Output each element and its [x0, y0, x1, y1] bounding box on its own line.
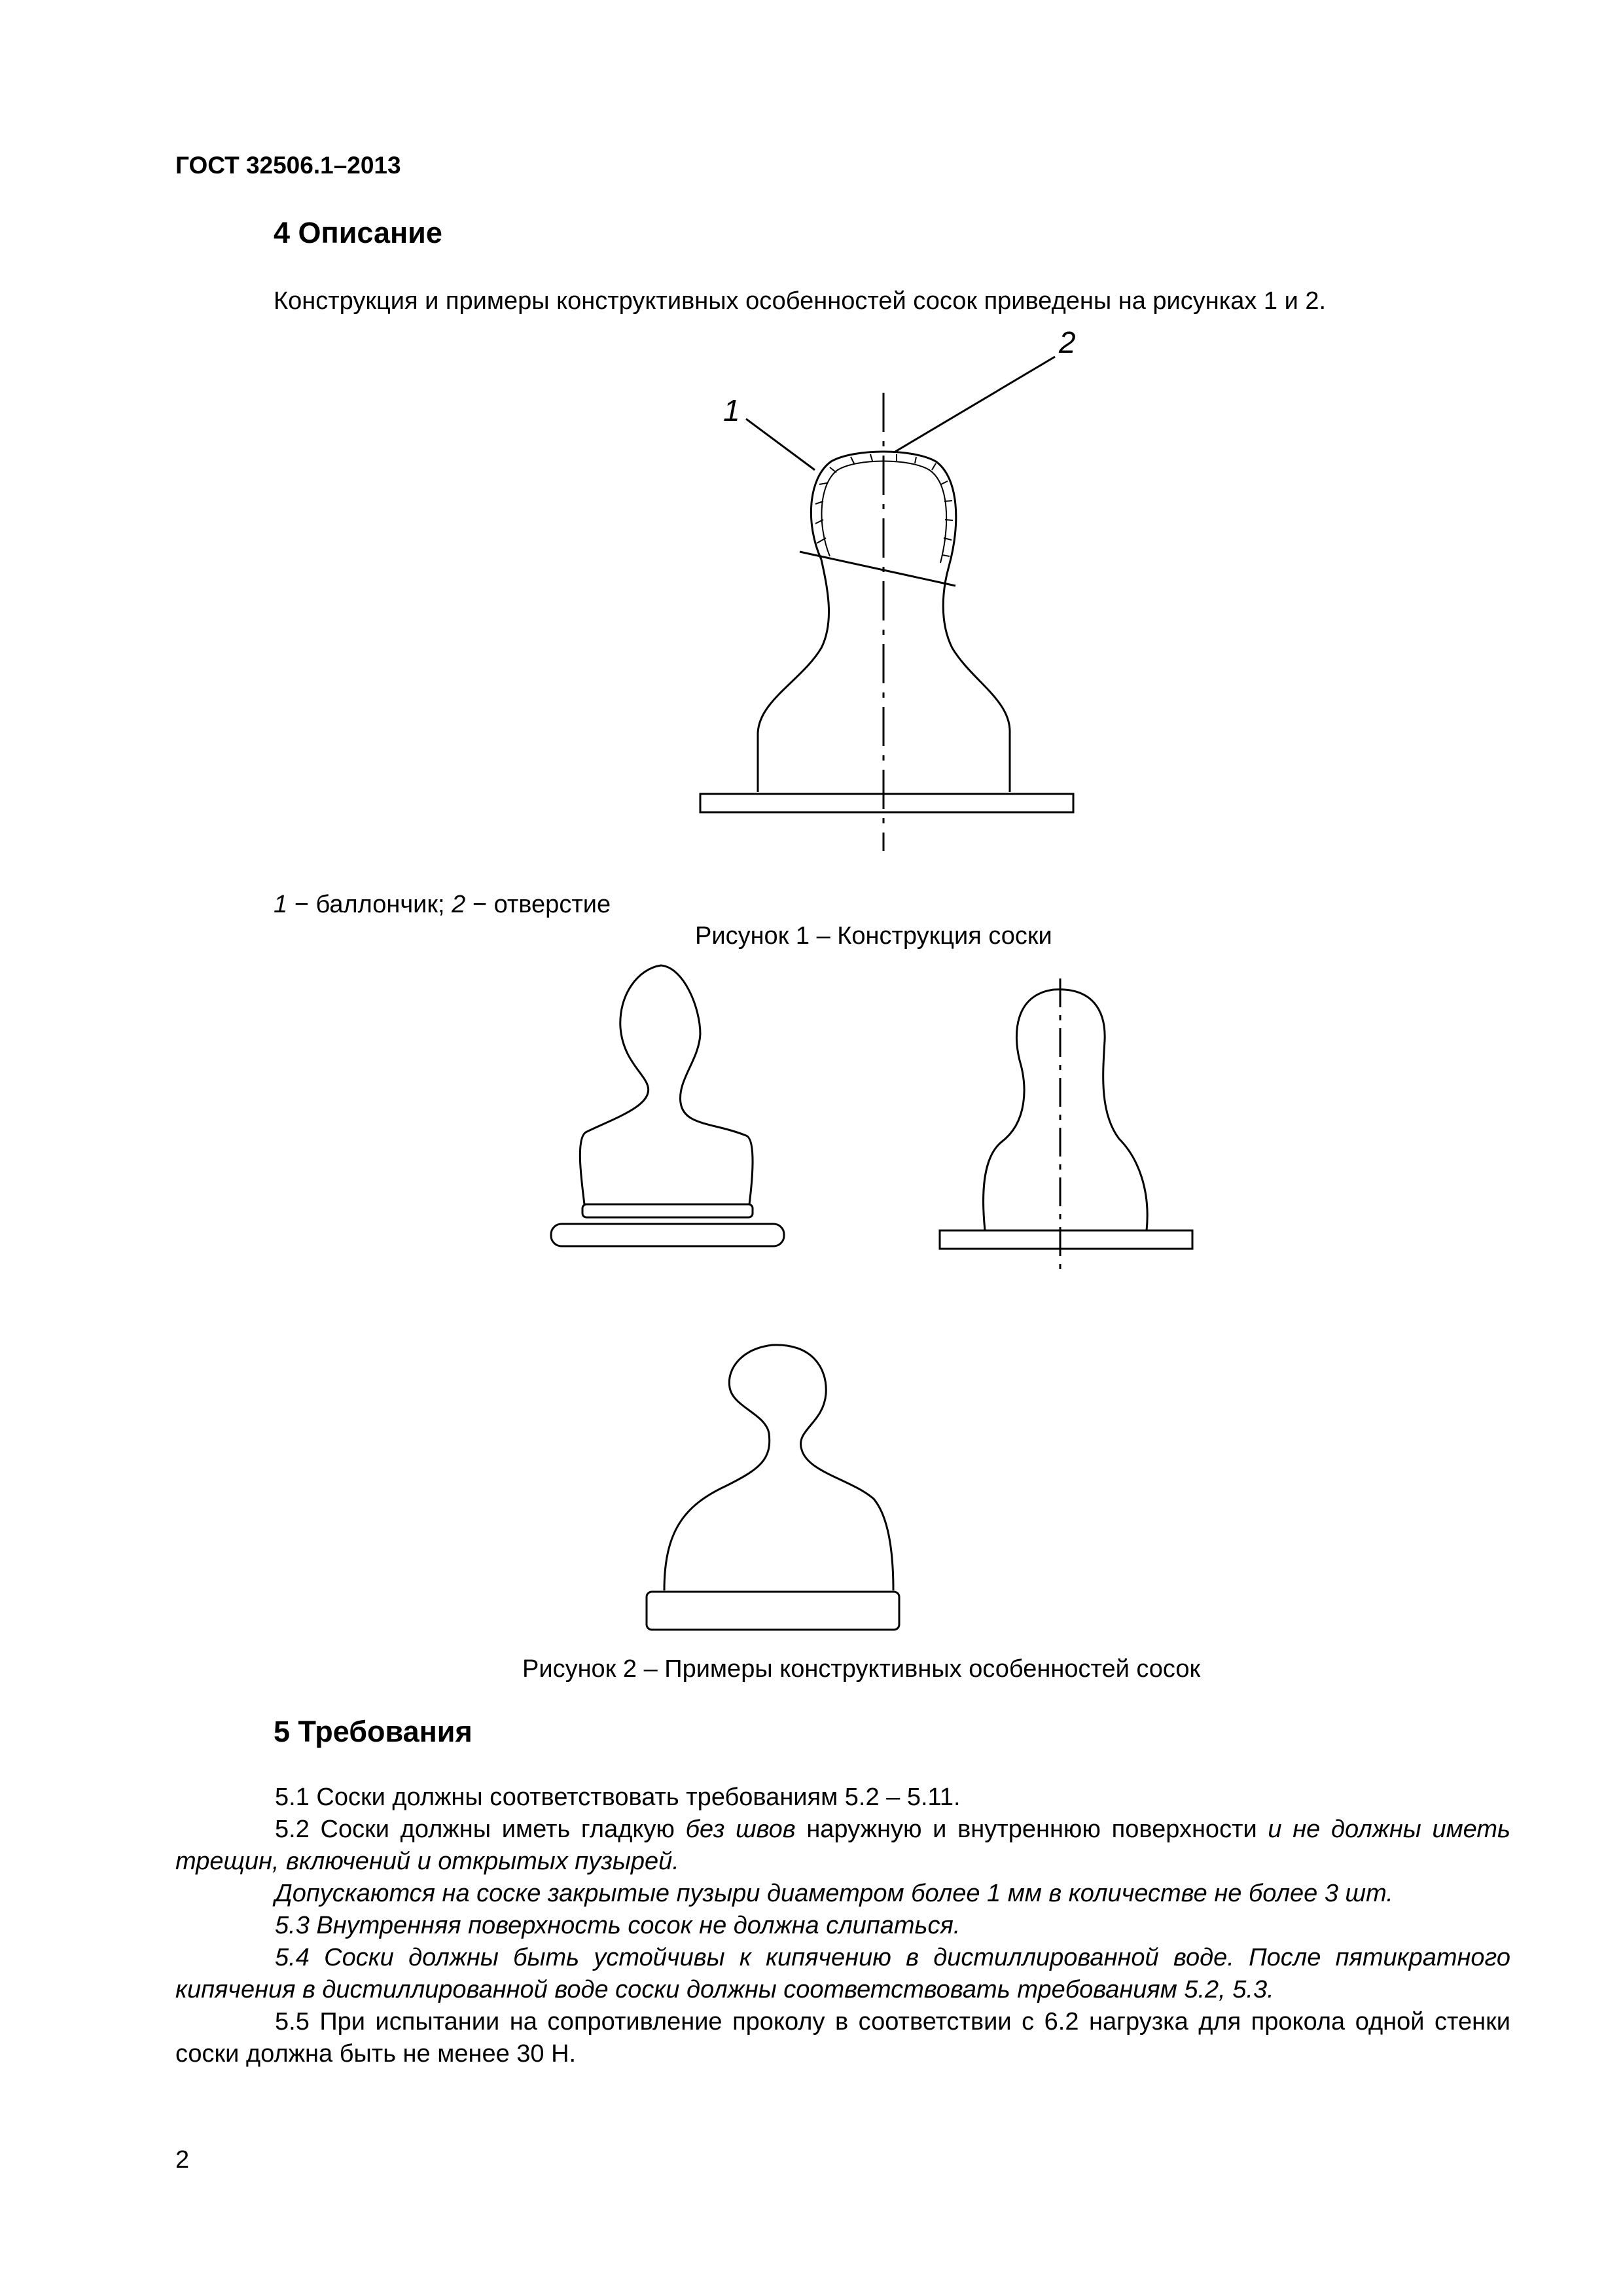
section-4-title: 4 Описание	[274, 216, 442, 249]
para-5-2-note: Допускаются на соске закрытые пузыри диаметром более 1 мм в количестве не более 3 шт.	[275, 1880, 1393, 1907]
figure-1-drawing	[700, 357, 1073, 851]
figure-1-caption: Рисунок 1 – Конструкция соски	[695, 922, 1052, 950]
legend-num-1: 1	[274, 891, 288, 918]
section-5-body	[175, 1782, 1510, 2070]
figure-1-label-1: 1	[723, 393, 740, 427]
page-number: 2	[175, 2146, 190, 2174]
figure-1-leader-1	[746, 419, 815, 470]
para-5-4: 5.4 Соски должны быть устойчивы к кипячению в дистиллированной воде. После пятикратного кипячения в дистиллированной воде соски должны соответствовать требованиям 5.2, 5.3.	[175, 1944, 1510, 2003]
section-4-intro: Конструкция и примеры конструктивных особенностей сосок приведены на рисунках 1 и 2.	[274, 287, 1327, 315]
document-code: ГОСТ 32506.1–2013	[175, 152, 401, 179]
figure-1-flange	[700, 794, 1073, 812]
figure-2-teat-bottom	[647, 1345, 899, 1630]
legend-num-2: 2	[452, 891, 466, 918]
figure-1-label-2: 2	[1059, 325, 1076, 359]
legend-text-2: − отверстие	[465, 891, 611, 918]
figure-1-legend	[274, 889, 611, 921]
para-5-3: 5.3 Внутренняя поверхность сосок не должна слипаться.	[275, 1912, 961, 1939]
figure-1-leader-2	[895, 357, 1055, 452]
legend-text-1: − баллончик;	[287, 891, 452, 918]
para-5-1: 5.1 Соски должны соответствовать требованиям 5.2 – 5.11.	[275, 1784, 961, 1811]
figure-2-teat-left	[551, 965, 784, 1246]
figure-2-teat-right	[940, 978, 1192, 1273]
para-5-2: 5.2 Соски должны иметь гладкую без швов наружную и внутреннюю поверхности и не должны иметь трещин, включений и открытых пузырей.	[175, 1816, 1510, 1875]
figure-2-caption: Рисунок 2 – Примеры конструктивных особенностей сосок	[522, 1655, 1201, 1683]
para-5-5: 5.5 При испытании на сопротивление проколу в соответствии с 6.2 нагрузка для прокола одной стенки соски должна быть не менее 30 Н.	[175, 2008, 1510, 2068]
section-5-title: 5 Требования	[274, 1715, 473, 1748]
